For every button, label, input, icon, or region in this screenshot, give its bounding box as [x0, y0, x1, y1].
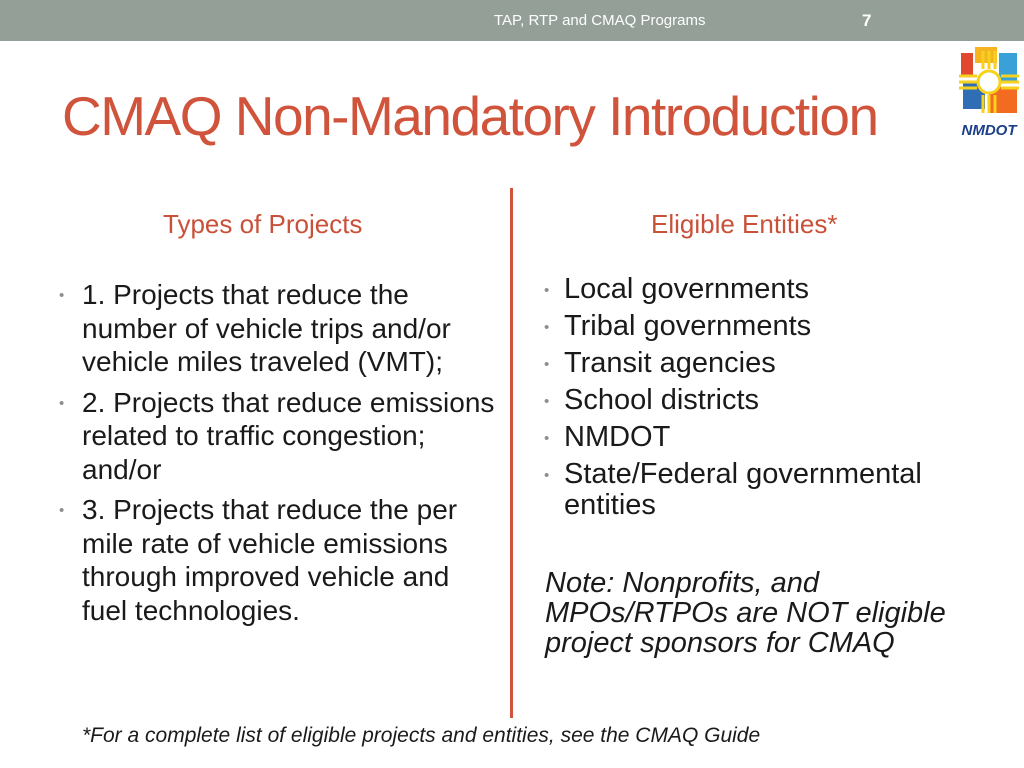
- slide-number: 7: [862, 11, 872, 30]
- list-item: • 2. Projects that reduce emissions related to traffic congestion; and/or: [59, 386, 495, 485]
- eligible-entities-heading: Eligible Entities*: [651, 209, 838, 239]
- eligible-entities-list: [544, 273, 984, 527]
- bullet-icon: •: [59, 287, 65, 304]
- logo-block-red: [961, 53, 973, 75]
- project-types-list: [59, 278, 502, 634]
- zia-sun-center: [978, 71, 1000, 93]
- column-divider: [510, 188, 513, 718]
- bullet-icon: •: [59, 394, 65, 412]
- bullet-icon: •: [59, 502, 65, 519]
- bullet-icon: •: [544, 393, 550, 410]
- list-item: • Tribal governments: [544, 310, 812, 342]
- logo-label: NMDOT: [961, 122, 1017, 139]
- eligibility-note: Note: Nonprofits, and MPOs/RTPOs are NOT eligible project sponsors for CMAQ: [545, 567, 946, 659]
- bullet-icon: •: [544, 430, 550, 447]
- bullet-icon: •: [544, 282, 550, 299]
- list-item: • Local governments: [544, 273, 810, 305]
- list-item: • State/Federal governmental entities: [544, 458, 922, 521]
- nmdot-logo: [957, 43, 1021, 141]
- footnote: *For a complete list of eligible projects and entities, see the CMAQ Guide: [82, 724, 761, 747]
- header-text: TAP, RTP and CMAQ Programs: [494, 12, 706, 29]
- list-item: • Transit agencies: [544, 347, 776, 379]
- bullet-icon: •: [544, 467, 550, 484]
- types-of-projects-heading: Types of Projects: [163, 209, 363, 239]
- list-item: • School districts: [544, 384, 760, 416]
- slide-title: CMAQ Non-Mandatory Introduction: [62, 85, 878, 147]
- list-item: • 3. Projects that reduce the per mile rate of vehicle emissions through improved vehicle and fuel technologies.: [59, 494, 458, 626]
- bullet-icon: •: [544, 356, 550, 373]
- list-item: • 1. Projects that reduce the number of vehicle trips and/or vehicle miles traveled (VMT);: [59, 279, 451, 377]
- list-item: • NMDOT: [544, 421, 671, 453]
- bullet-icon: •: [544, 319, 550, 336]
